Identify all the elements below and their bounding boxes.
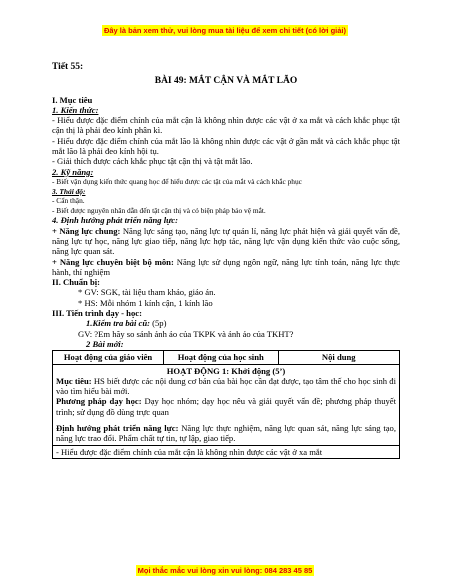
activity-1-competency bbox=[56, 423, 396, 444]
competency-specific bbox=[52, 257, 400, 278]
competency-label: Định hướng phát triển năng lực: bbox=[56, 422, 179, 433]
teacher-question: GV: ?Em hãy so sánh ảnh ảo của TKPK và ảnh ảo của TKHT? bbox=[78, 328, 294, 339]
activity-table bbox=[52, 350, 400, 459]
knowledge-item-3: - Giải thích được cách khắc phục tật cận thị và tật mắt lão. bbox=[52, 156, 253, 167]
old-lesson-check-time: (5p) bbox=[149, 318, 167, 329]
contact-banner bbox=[0, 566, 450, 575]
preview-banner bbox=[0, 26, 450, 35]
activity-1-row bbox=[53, 364, 400, 445]
col-teacher-header: Hoạt động của giáo viên bbox=[53, 351, 164, 364]
activity-1-cell bbox=[53, 364, 400, 445]
table-header-row bbox=[53, 351, 400, 364]
contact-banner-text: Mọi thắc mắc vui lòng xin vui lòng: 084 283 45 85 bbox=[137, 566, 313, 575]
new-lesson-heading: 2 Bài mới: bbox=[86, 338, 124, 349]
competency-general-text: Năng lực sáng tạo, năng lực tự quản lí, năng lực phát hiện và giải quyết vấn đề, năng lực tự học, năng lực giao tiếp, năng lực hợp tác, năng lực vận dụng kiến thức vào cuộc sống, năng lực quan sát. bbox=[52, 225, 401, 257]
col-student-header: Hoạt động của học sinh bbox=[164, 351, 279, 364]
section-objectives: I. Mục tiêu bbox=[52, 94, 93, 105]
competency-general bbox=[52, 226, 400, 257]
preview-banner-text: Đây là bản xem thử, vui lòng mua tài liệu để xem chi tiết (có lời giải) bbox=[103, 26, 347, 35]
lesson-number: Tiết 55: bbox=[52, 62, 84, 72]
partial-row-cell: - Hiểu được đặc điểm chính của mắt cận là không nhìn được các vật ở xa mắt bbox=[53, 445, 400, 458]
prep-teacher: * GV: SGK, tài liệu tham khảo, giáo án. bbox=[78, 287, 216, 298]
competency-general-label: + Năng lực chung: bbox=[52, 225, 121, 236]
competency-specific-text: Năng lực sử dụng ngôn ngữ, năng lực tính toán, năng lực thực hành, thí nghiệm bbox=[52, 256, 400, 277]
lesson-title: BÀI 49: MẮT CẬN VÀ MẮT LÃO bbox=[154, 76, 298, 87]
prep-student: * HS: Mỗi nhóm 1 kính cận, 1 kính lão bbox=[78, 297, 213, 308]
objective-label: Mục tiêu: bbox=[56, 375, 92, 386]
objective-text: HS biết được các nội dung cơ bản của bài học cần đạt được, tạo tâm thế cho học sinh đi vào tìm hiểu bài mới. bbox=[56, 375, 396, 397]
old-lesson-check-label: 1.Kiểm tra bài cũ: bbox=[86, 318, 150, 329]
attitude-item-2: - Biết được nguyên nhân dẫn đến tật cận thị và có biện pháp bảo vệ mắt. bbox=[52, 205, 266, 215]
skills-item-1: - Biết vận dụng kiến thức quang học để hiểu được các tật của mắt và cách khắc phục bbox=[52, 176, 302, 186]
col-content-header: Nội dung bbox=[278, 351, 399, 364]
heading-skills: 2. Kỹ năng: bbox=[52, 166, 94, 177]
section-preparation: II. Chuẩn bị: bbox=[52, 277, 101, 288]
knowledge-item-2: - Hiểu được đặc điểm chính của mắt lão là không nhìn được các vật ở gần mắt và cách khắc phục tật mắt lão là phải đeo kính hội tụ. bbox=[52, 135, 400, 157]
old-lesson-check bbox=[52, 318, 400, 328]
competency-text: Năng lực thực nghiệm, năng lực quan sát, năng lực sáng tạo, năng lực trao đổi. Phẩm chất tự tin, tự lập, giao tiếp. bbox=[56, 422, 396, 444]
heading-competencies: 4. Định hướng phát triển năng lực: bbox=[52, 215, 178, 226]
knowledge-item-1: - Hiểu được đặc điểm chính của mắt cận là không nhìn được các vật ở xa mắt và cách khắc phục tật cận thị là phải đeo kính phân kì. bbox=[52, 115, 400, 136]
attitude-item-1: - Cẩn thận. bbox=[52, 196, 85, 206]
activity-1-method bbox=[56, 396, 396, 417]
activity-1-title: HOẠT ĐỘNG 1: Khởi động (5’) bbox=[166, 365, 286, 376]
heading-attitude: 3. Thái độ: bbox=[52, 186, 86, 196]
section-procedure: III. Tiến trình dạy - học: bbox=[52, 308, 142, 319]
method-text: Dạy học nhóm; dạy học nêu và giải quyết vấn đề; phương pháp thuyết trình; sử dụng đồ dùng trực quan bbox=[56, 396, 396, 417]
competency-specific-label: + Năng lực chuyên biệt bộ môn: bbox=[52, 256, 174, 267]
method-label: Phương pháp dạy học: bbox=[56, 396, 142, 407]
lesson-plan bbox=[52, 62, 400, 459]
activity-1-objective bbox=[56, 376, 396, 397]
heading-knowledge: 1. Kiến thức: bbox=[52, 104, 99, 115]
table-row bbox=[53, 445, 400, 458]
